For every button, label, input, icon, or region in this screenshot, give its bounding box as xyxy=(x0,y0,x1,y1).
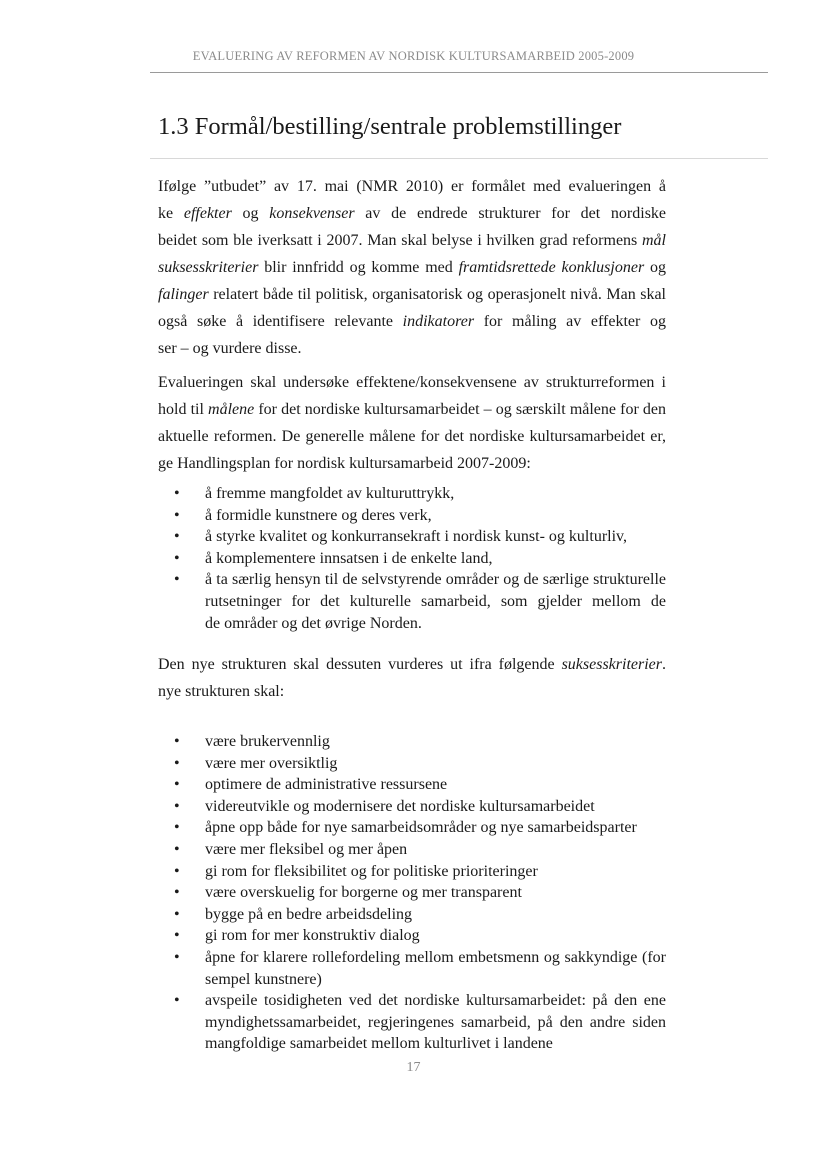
paragraph-success-criteria xyxy=(158,651,666,705)
list-item-line: å fremme mangfoldet av kulturuttrykk, xyxy=(205,485,455,502)
text-line xyxy=(158,281,666,308)
page-number: 17 xyxy=(406,1060,421,1075)
list-item-line: å ta særlig hensyn til de selvstyrende områder og de særlige strukturelle xyxy=(205,571,666,589)
bullet-icon: • xyxy=(174,528,180,546)
list-item xyxy=(158,861,666,883)
text-segment: og xyxy=(231,205,270,222)
text-line xyxy=(158,678,666,705)
paragraph-purpose xyxy=(158,173,666,362)
text-line xyxy=(158,335,666,362)
list-item xyxy=(158,483,666,505)
running-header: EVALUERING AV REFORMEN AV NORDISK KULTURSAMARBEID 2005-2009 xyxy=(192,49,635,63)
text-segment: beidet som ble iverksatt i 2007. Man skal belyse i hvilken grad reformens xyxy=(158,232,642,249)
bullet-icon: • xyxy=(174,733,180,750)
text-line xyxy=(158,450,666,477)
text-segment: . xyxy=(662,656,666,673)
text-segment: relatert både til politisk, organisatorisk og operasjonelt nivå. Man skal xyxy=(208,286,666,303)
list-item xyxy=(158,753,666,775)
bullet-icon: • xyxy=(174,571,180,589)
list-item xyxy=(158,796,666,818)
goals-list xyxy=(158,483,666,634)
text-segment: Ifølge ”utbudet” av 17. mai (NMR 2010) er formålet med evalueringen å xyxy=(158,178,666,195)
header-divider xyxy=(150,72,768,73)
bullet-icon: • xyxy=(174,797,180,815)
list-item-line: rutsetninger for det kulturelle samarbeid, som gjelder mellom de xyxy=(205,592,666,610)
bullet-icon: • xyxy=(174,884,180,902)
list-item xyxy=(158,839,666,861)
bullet-icon: • xyxy=(174,927,180,945)
text-segment: for det nordiske kultursamarbeidet – og særskilt målene for den xyxy=(254,401,666,418)
list-item-line: bygge på en bedre arbeidsdeling xyxy=(205,905,413,923)
section-title: 1.3 Formål/bestilling/sentrale problemstillinger xyxy=(158,113,622,140)
text-segment: ser – og vurdere disse. xyxy=(158,340,302,357)
emphasized-text: mål xyxy=(642,232,666,249)
text-segment: også søke å identifisere relevante xyxy=(158,313,403,330)
text-segment: av de endrede strukturer for det nordiske xyxy=(365,205,666,222)
emphasized-text: suksesskriterier xyxy=(158,259,259,276)
text-line xyxy=(158,227,666,254)
list-item xyxy=(158,569,666,634)
list-item xyxy=(158,731,666,753)
bullet-icon: • xyxy=(174,506,180,524)
list-item-line: være mer oversiktlig xyxy=(205,754,338,772)
text-segment: blir innfridd og komme med xyxy=(258,259,459,276)
list-item-line: være mer fleksibel og mer åpen xyxy=(205,840,408,858)
text-segment: Evalueringen skal undersøke effektene/konsekvensene av strukturreformen i xyxy=(158,374,666,391)
bullet-icon: • xyxy=(174,862,180,880)
bullet-icon: • xyxy=(174,754,180,772)
bullet-icon: • xyxy=(174,776,180,794)
list-item-line: være brukervennlig xyxy=(205,733,330,750)
emphasized-text: konsekvenser xyxy=(269,205,355,222)
text-segment: Den nye strukturen skal dessuten vurderes ut ifra følgende xyxy=(158,656,562,673)
emphasized-text: falinger xyxy=(158,286,209,303)
list-item xyxy=(158,774,666,796)
bullet-icon: • xyxy=(174,905,180,923)
list-item-line: de områder og det øvrige Norden. xyxy=(205,614,422,632)
criteria-list xyxy=(158,731,666,1055)
text-line xyxy=(158,396,666,423)
list-item-line: videreutvikle og modernisere det nordiske kultursamarbeidet xyxy=(205,797,595,815)
list-item-line: mangfoldige samarbeidet mellom kulturlivet i landene xyxy=(205,1035,553,1053)
text-line xyxy=(158,651,666,678)
text-segment: nye strukturen skal: xyxy=(158,683,285,700)
bullet-icon: • xyxy=(174,819,180,837)
list-item-line: sempel kunstnere) xyxy=(205,970,322,988)
list-item xyxy=(158,990,666,1055)
text-line xyxy=(158,254,666,281)
list-item-line: gi rom for mer konstruktiv dialog xyxy=(205,927,420,945)
list-item xyxy=(158,947,666,990)
list-item xyxy=(158,505,666,527)
list-item-line: optimere de administrative ressursene xyxy=(205,776,448,794)
list-item xyxy=(158,925,666,947)
text-line xyxy=(158,173,666,200)
list-item xyxy=(158,904,666,926)
list-item-line: avspeile tosidigheten ved det nordiske kultursamarbeidet: på den ene xyxy=(205,992,666,1010)
bullet-icon: • xyxy=(174,948,180,966)
title-divider xyxy=(150,158,768,159)
bullet-icon: • xyxy=(174,840,180,858)
list-item-line: åpne for klarere rollefordeling mellom embetsmenn og sakkyndige (for xyxy=(205,948,666,966)
bullet-icon: • xyxy=(174,485,180,502)
text-segment: for måling av effekter og xyxy=(483,313,666,330)
list-item-line: åpne opp både for nye samarbeidsområder og nye samarbeidsparter xyxy=(205,819,637,837)
list-item-line: å komplementere innsatsen i de enkelte land, xyxy=(205,549,493,567)
paragraph-evaluation-goals xyxy=(158,369,666,477)
text-segment: og xyxy=(644,259,666,276)
list-item-line: gi rom for fleksibilitet og for politiske prioriteringer xyxy=(205,862,538,880)
list-item xyxy=(158,882,666,904)
emphasized-text: framtidsrettede konklusjoner xyxy=(458,259,645,276)
text-segment: ke xyxy=(158,205,184,222)
emphasized-text: målene xyxy=(208,401,255,418)
text-segment: ge Handlingsplan for nordisk kultursamarbeid 2007-2009: xyxy=(158,455,531,472)
emphasized-text: effekter xyxy=(183,205,232,222)
list-item-line: være overskuelig for borgerne og mer transparent xyxy=(205,884,522,902)
text-segment: hold til xyxy=(158,401,209,418)
list-item-line: myndighetssamarbeidet, regjeringenes samarbeid, på den andre siden xyxy=(205,1013,666,1031)
text-line xyxy=(158,308,666,335)
emphasized-text: indikatorer xyxy=(402,313,475,330)
list-item-line: å formidle kunstnere og deres verk, xyxy=(205,506,432,524)
list-item xyxy=(158,526,666,548)
text-line xyxy=(158,200,666,227)
text-line xyxy=(158,423,666,450)
text-segment: aktuelle reformen. De generelle målene for det nordiske kultursamarbeidet er, xyxy=(158,428,666,445)
emphasized-text: suksesskriterier xyxy=(561,656,662,673)
list-item xyxy=(158,817,666,839)
bullet-icon: • xyxy=(174,549,180,567)
list-item xyxy=(158,548,666,570)
list-item-line: å styrke kvalitet og konkurransekraft i nordisk kunst- og kulturliv, xyxy=(205,528,627,546)
text-line xyxy=(158,369,666,396)
bullet-icon: • xyxy=(174,992,180,1010)
